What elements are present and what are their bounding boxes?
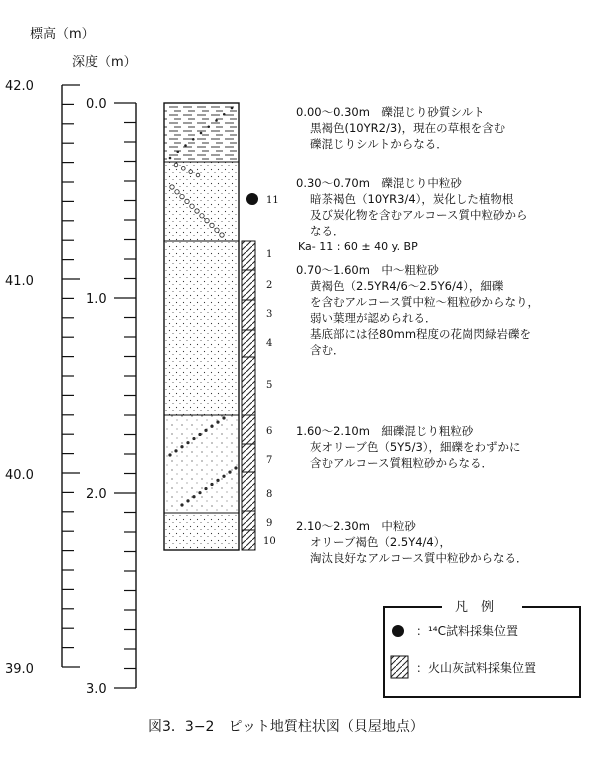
legend-ash-label: ：火山灰試料採集位置 — [416, 661, 537, 675]
gravel-clast — [223, 417, 225, 419]
layer-heading: 0.00〜0.30m 礫混じり砂質シルト — [296, 105, 485, 119]
depth-tick-label: 3.0 — [86, 682, 107, 697]
legend — [384, 597, 580, 697]
ash-sample-number: 5 — [266, 380, 273, 391]
elevation-axis-label: 標高（m） — [30, 27, 95, 42]
legend-c14-symbol — [392, 625, 404, 637]
ash-sample-strip — [242, 241, 255, 550]
layer-description — [296, 175, 527, 255]
ash-sample-number: 4 — [266, 338, 273, 349]
gravel-clast — [193, 496, 195, 498]
ash-sample-number: 2 — [266, 280, 273, 291]
layer-text: なる． — [310, 224, 345, 238]
layer-text: 含むアルコース質粗粒砂からなる． — [310, 456, 493, 470]
layer-text: 淘汰良好なアルコース質中粒砂からなる． — [310, 551, 528, 565]
gravel-clast — [185, 145, 187, 147]
layer-text: 基底部には径80mm程度の花崗閃緑岩礫を — [310, 327, 532, 341]
legend-ash-symbol — [391, 656, 408, 678]
layer-text: 黄褐色（2.5YR4/6〜2.5Y6/4），細礫 — [310, 279, 504, 293]
layer-heading: 0.30〜0.70m 礫混じり中粒砂 — [296, 176, 462, 190]
gravel-clast — [217, 479, 219, 481]
gravel-clast — [180, 194, 184, 198]
layer-description — [296, 518, 527, 566]
gravel-clast — [193, 437, 195, 439]
ash-sample-number: 8 — [266, 489, 273, 500]
ash-sample-labels — [263, 249, 276, 547]
layer-text: 及び炭化物を含むアルコース質中粒砂から — [310, 208, 528, 222]
gravel-clast — [175, 450, 177, 452]
gravel-clast — [200, 214, 204, 218]
gravel-clast — [223, 475, 225, 477]
gravel-clast — [215, 228, 219, 232]
layer-3-coarse-sand — [164, 241, 239, 415]
legend-title: 凡 例 — [455, 600, 495, 615]
layer-text: 暗茶褐色（10YR3/4），炭化した植物根 — [310, 192, 514, 206]
elevation-tick-label: 39.0 — [5, 662, 34, 677]
ash-sample-number: 3 — [266, 309, 273, 320]
gravel-clast — [205, 487, 207, 489]
elevation-tick-label: 41.0 — [5, 274, 34, 289]
gravel-clast — [208, 126, 210, 128]
gravel-clast — [192, 138, 194, 140]
layer-heading: 0.70〜1.60m 中〜粗粒砂 — [296, 263, 439, 277]
ash-sample-number: 9 — [266, 518, 273, 529]
lithologic-column — [164, 103, 239, 550]
layer-heading: 2.10〜2.30m 中粒砂 — [296, 519, 416, 533]
depth-axis — [86, 97, 136, 697]
gravel-clast — [187, 441, 189, 443]
gravel-clast — [199, 433, 201, 435]
gravel-clast — [200, 132, 202, 134]
gravel-clast — [185, 199, 189, 203]
gravel-clast — [175, 190, 179, 194]
gravel-clast — [190, 204, 194, 208]
elevation-tick-label: 42.0 — [5, 79, 34, 94]
c14-sample-number: 11 — [266, 195, 279, 206]
gravel-clast — [177, 151, 179, 153]
radiocarbon-date: Ka- 11 : 60 ± 40 y. BP — [298, 240, 418, 253]
elevation-tick-label: 40.0 — [5, 468, 34, 483]
ash-sample-number: 7 — [266, 455, 273, 466]
gravel-clast — [205, 218, 209, 222]
depth-axis-label: 深度（m） — [72, 55, 137, 70]
layer-4-coarse-sand — [164, 415, 239, 513]
c14-sample-marker — [246, 193, 258, 205]
gravel-clast — [231, 107, 233, 109]
gravel-clast — [187, 500, 189, 502]
gravel-clast — [189, 170, 193, 174]
gravel-clast — [181, 446, 183, 448]
depth-tick-label: 0.0 — [86, 97, 107, 112]
layer-text: を含むアルコース質中粒〜粗粒砂からなり， — [310, 295, 539, 309]
layer-5-medium-sand — [164, 513, 239, 550]
gravel-clast — [174, 163, 178, 167]
ash-sample-number: 10 — [263, 536, 276, 547]
layer-text: 弱い葉理が認められる． — [310, 311, 437, 325]
legend-c14-label: ：¹⁴C試料採集位置 — [416, 624, 519, 638]
gravel-clast — [169, 454, 171, 456]
gravel-clast — [210, 223, 214, 227]
figure-caption: 図3．3−2 ピット地質柱状図（貝屋地点） — [148, 719, 424, 735]
gravel-clast — [196, 173, 200, 177]
gravel-clast — [195, 209, 199, 213]
layer-text: オリーブ褐色（2.5Y4/4）， — [310, 535, 451, 549]
gravel-clast — [223, 113, 225, 115]
gravel-clast — [211, 425, 213, 427]
ash-sample-number: 1 — [266, 249, 273, 260]
layer-description — [296, 423, 521, 471]
elevation-axis — [5, 79, 80, 677]
gravel-clast — [181, 504, 183, 506]
gravel-clast — [199, 491, 201, 493]
gravel-clast — [229, 471, 231, 473]
layer-description — [296, 262, 539, 358]
ash-sample-number: 6 — [266, 426, 273, 437]
gravel-clast — [217, 421, 219, 423]
layer-text: 礫混じりシルトからなる． — [310, 137, 448, 151]
depth-tick-label: 2.0 — [86, 487, 107, 502]
depth-tick-label: 1.0 — [86, 292, 107, 307]
layer-text: 灰オリーブ色（5Y5/3），細礫をわずかに — [310, 440, 521, 454]
gravel-clast — [220, 233, 224, 237]
gravel-clast — [169, 157, 171, 159]
layer-description — [296, 104, 505, 152]
gravel-clast — [211, 483, 213, 485]
layer-text: 含む． — [310, 343, 345, 357]
layer-2-medium-sand — [164, 162, 239, 241]
layer-heading: 1.60〜2.10m 細礫混じり粗粒砂 — [296, 424, 474, 438]
gravel-clast — [170, 185, 174, 189]
gravel-clast — [235, 467, 237, 469]
layer-text: 黒褐色(10YR2/3)，現在の草根を含む — [310, 121, 506, 135]
gravel-clast — [182, 167, 186, 171]
gravel-clast — [205, 429, 207, 431]
gravel-clast — [216, 120, 218, 122]
